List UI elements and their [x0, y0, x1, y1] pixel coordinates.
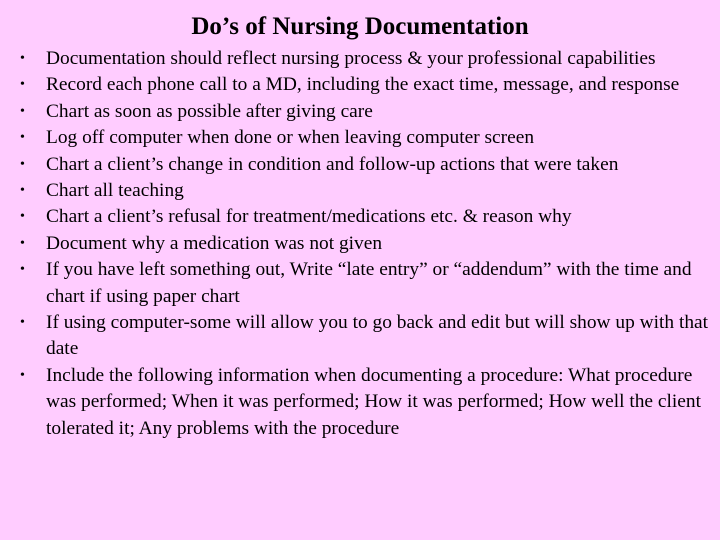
bullet-text: Include the following information when documenting a procedure: What procedure was performed; When it was performed; How it was performed; How well the client tolerated it; Any problems with the procedure [46, 364, 701, 439]
bullet-icon: • [20, 315, 25, 331]
bullet-text: Record each phone call to a MD, including the exact time, message, and response [46, 74, 680, 96]
bullet-text: Chart a client’s refusal for treatment/medications etc. & reason why [46, 206, 572, 228]
bullet-item [18, 178, 714, 204]
bullet-item [18, 72, 714, 98]
bullet-item [18, 204, 714, 230]
bullet-text: If using computer-some will allow you to go back and edit but will show up with that date [46, 312, 709, 360]
bullet-text: Documentation should reflect nursing process & your professional capabilities [46, 48, 656, 69]
bullet-icon: • [20, 209, 25, 225]
bullet-item [18, 257, 714, 310]
bullet-icon: • [20, 77, 25, 93]
bullet-item [18, 152, 714, 178]
bullet-icon: • [20, 235, 25, 251]
bullet-item [18, 99, 714, 125]
bullet-icon: • [20, 130, 25, 146]
bullet-item [18, 363, 714, 442]
bullet-icon: • [20, 156, 25, 172]
bullet-icon: • [20, 262, 25, 278]
bullet-text: If you have left something out, Write “late entry” or “addendum” with the time and chart if using paper chart [46, 259, 692, 307]
bullet-item [18, 310, 714, 363]
bullet-icon: • [20, 183, 25, 199]
bullet-icon: • [20, 367, 25, 383]
slide-title: Do’s of Nursing Documentation [191, 13, 529, 40]
bullet-text: Log off computer when done or when leaving computer screen [46, 127, 535, 149]
bullet-text: Chart as soon as possible after giving care [46, 100, 373, 122]
bullet-icon: • [20, 103, 25, 119]
bullet-item [18, 231, 714, 257]
bullet-list [18, 46, 714, 442]
bullet-icon: • [20, 51, 25, 66]
bullet-text: Chart a client’s change in condition and follow-up actions that were taken [46, 153, 619, 175]
bullet-text: Chart all teaching [46, 180, 184, 202]
bullet-item [18, 46, 714, 72]
bullet-item [18, 125, 714, 151]
bullet-text: Document why a medication was not given [46, 232, 383, 254]
